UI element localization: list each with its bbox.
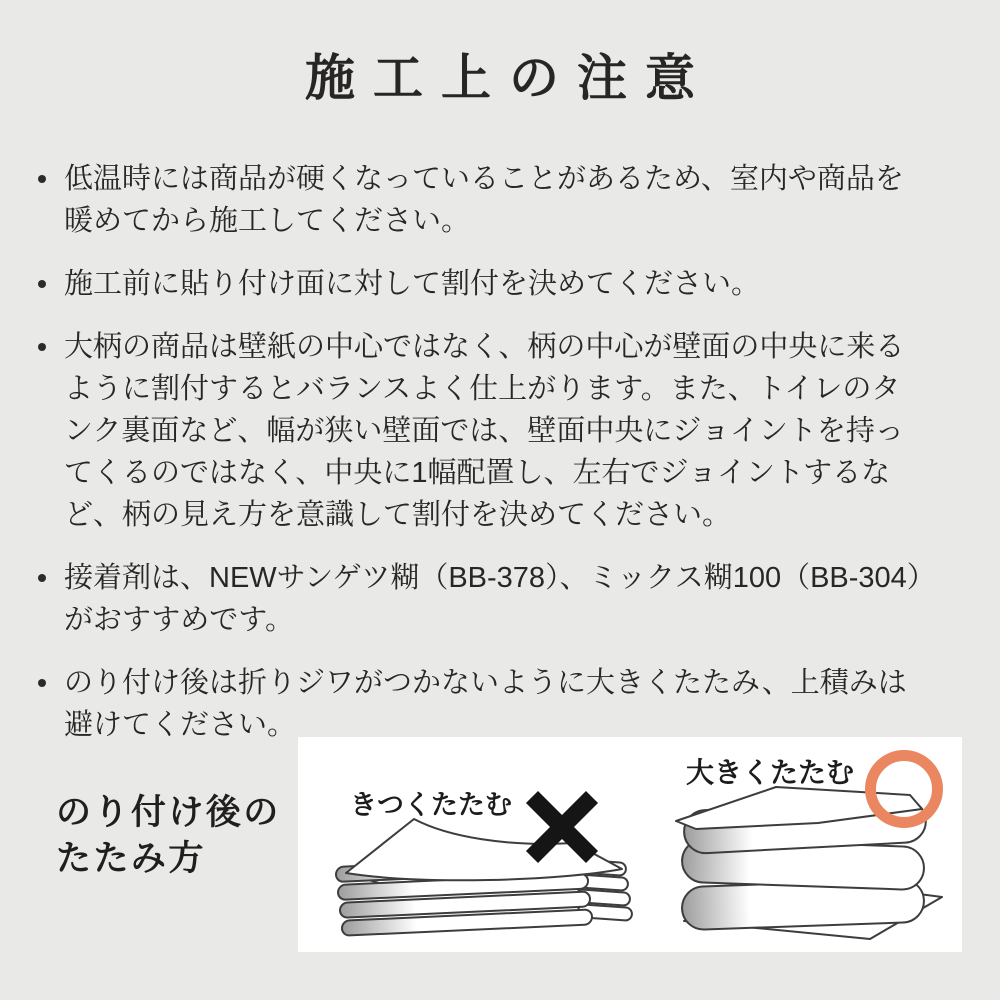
note-text: 施工前に貼り付け面に対して割付を決めてください。 bbox=[64, 268, 761, 300]
note-text: 低温時には商品が硬くなっていることがあるため、室内や商品を暖めてから施工してください。 bbox=[64, 163, 904, 237]
bullet-dot-icon bbox=[38, 280, 46, 288]
bullet-dot-icon bbox=[38, 679, 46, 687]
folding-diagram-panel bbox=[298, 737, 962, 952]
note-text: 大柄の商品は壁紙の中心ではなく、柄の中心が壁面の中央に来るように割付するとバランスよく仕上がります。また、トイレのタンク裏面など、幅が狭い壁面では、壁面中央にジョイントを持ってくるのではなく、中央に1幅配置し、左右でジョイントするなど、柄の見え方を意識して割付を決めてください。 bbox=[64, 331, 905, 531]
list-item bbox=[38, 557, 1000, 641]
note-text: 接着剤は、NEWサンゲツ糊（BB-378）、ミックス糊100（BB-304）がおすすめです。 bbox=[64, 562, 922, 636]
note-text: のり付け後は折りジワがつかないように大きくたたみ、上積みは避けてください。 bbox=[64, 667, 907, 741]
list-item bbox=[38, 326, 1000, 536]
list-item bbox=[38, 158, 1000, 242]
circle-mark-icon bbox=[865, 750, 943, 828]
folding-section-label-line1: のり付け後の bbox=[56, 793, 281, 832]
folding-section-label-line2: たたみ方 bbox=[56, 838, 206, 878]
list-item bbox=[38, 263, 1000, 305]
folding-section-label bbox=[56, 790, 281, 881]
x-mark-icon bbox=[522, 787, 602, 867]
bullet-dot-icon bbox=[38, 343, 46, 351]
tight-fold-label: きつくたたむ bbox=[350, 790, 512, 820]
list-item bbox=[38, 662, 1000, 746]
bullet-dot-icon bbox=[38, 175, 46, 183]
notes-list bbox=[38, 158, 1000, 746]
page-title: 施工上の注意 bbox=[305, 50, 713, 106]
bullet-dot-icon bbox=[38, 574, 46, 582]
loose-fold-label: 大きくたたむ bbox=[686, 757, 855, 788]
